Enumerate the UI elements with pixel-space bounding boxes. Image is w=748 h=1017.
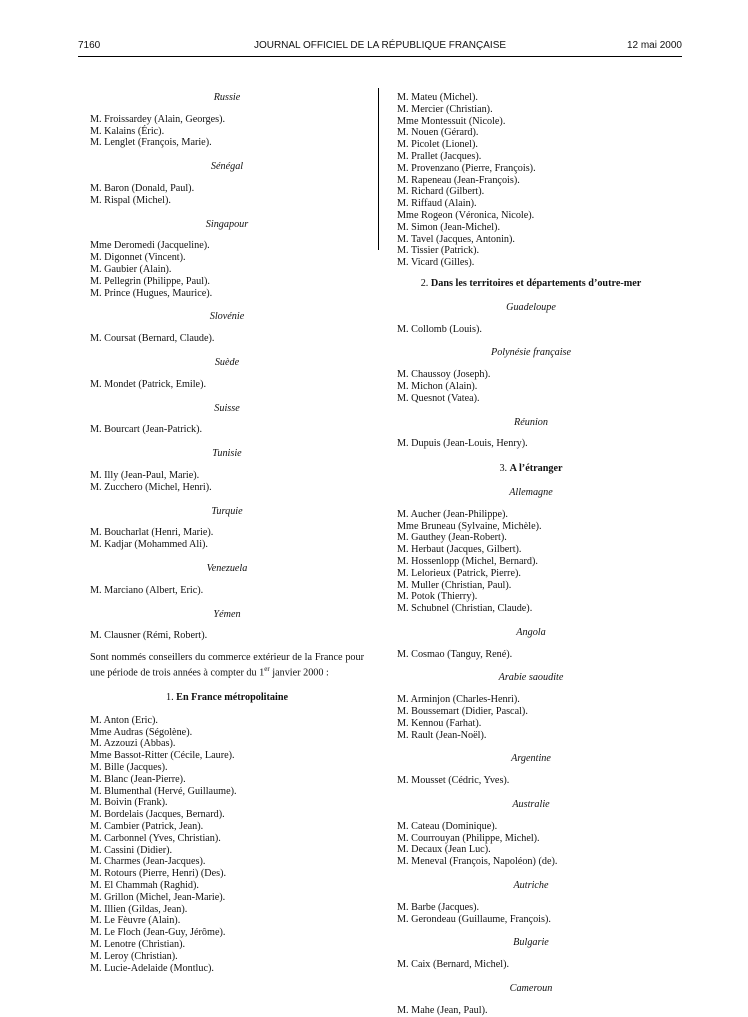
country-heading: Suisse	[214, 402, 240, 414]
name-entry: M. Illien (Gildas, Jean).	[90, 903, 188, 915]
issue-date: 12 mai 2000	[626, 40, 682, 51]
name-entry: M. Rispal (Michel).	[90, 194, 171, 206]
paragraph-text-end: janvier 2000 :	[269, 667, 329, 679]
name-entry: M. Rapeneau (Jean-François).	[397, 174, 520, 186]
name-entry: M. Richard (Gilbert).	[397, 186, 485, 198]
header-rule	[78, 56, 682, 57]
name-entry: M. Lelorieux (Patrick, Pierre).	[397, 567, 521, 579]
name-entry: M. Gauthey (Jean-Robert).	[397, 532, 507, 544]
country-heading: Yémen	[213, 608, 241, 620]
section-heading-3	[397, 463, 665, 475]
name-entry: M. Digonnet (Vincent).	[90, 252, 186, 264]
name-entry: M. Mondet (Patrick, Emile).	[90, 378, 207, 390]
name-list	[397, 649, 665, 661]
name-list	[397, 438, 665, 450]
name-list	[90, 183, 364, 207]
name-entry: M. Decaux (Jean Luc).	[397, 844, 491, 856]
country-heading: Autriche	[513, 880, 549, 892]
name-list	[90, 333, 364, 345]
section-number: 3.	[499, 463, 508, 475]
name-entry: M. Courrouyan (Philippe, Michel).	[397, 832, 540, 844]
name-entry: Mme Deromedi (Jacqueline).	[90, 240, 210, 252]
section-1-names	[90, 715, 364, 975]
name-entry: M. Blanc (Jean-Pierre).	[90, 773, 186, 785]
name-entry: M. Tavel (Jacques, Antonin).	[397, 233, 515, 245]
name-entry: M. Leroy (Christian).	[90, 950, 178, 962]
country-heading: Turquie	[211, 505, 243, 517]
name-list	[90, 379, 364, 391]
name-entry: M. Boussemart (Didier, Pascal).	[397, 706, 528, 718]
name-entry: M. Schubnel (Christian, Claude).	[397, 603, 533, 615]
country-heading: Sénégal	[210, 161, 244, 173]
name-entry: Mme Audras (Ségolène).	[90, 726, 193, 738]
name-entry: M. Cosmao (Tanguy, René).	[397, 648, 513, 660]
name-list	[397, 509, 665, 615]
name-entry: Mme Bassot-Ritter (Cécile, Laure).	[90, 750, 235, 762]
country-heading: Réunion	[514, 416, 548, 428]
country-heading: Venezuela	[206, 562, 248, 574]
name-list	[90, 240, 364, 299]
name-entry: M. Anton (Eric).	[90, 714, 158, 726]
name-entry: M. Le Floch (Jean-Guy, Jérôme).	[90, 927, 226, 939]
name-entry: M. Zucchero (Michel, Henri).	[90, 481, 212, 493]
name-entry: M. Mousset (Cédric, Yves).	[397, 775, 510, 787]
column-separator	[378, 88, 379, 250]
name-entry: M. Herbaut (Jacques, Gilbert).	[397, 544, 522, 556]
name-entry: M. Arminjon (Charles-Henri).	[397, 694, 520, 706]
name-entry: M. Kalains (Éric).	[90, 125, 165, 137]
paragraph-text: Sont nommés conseillers du commerce extérieur de la France pour une période de trois années à compter du 1	[90, 652, 364, 679]
name-entry: M. Grillon (Michel, Jean-Marie).	[90, 891, 226, 903]
right-column	[397, 92, 665, 1017]
section-heading-1	[90, 692, 364, 704]
name-entry: M. Mercier (Christian).	[397, 103, 493, 115]
name-entry: M. Kennou (Farhat).	[397, 717, 482, 729]
name-entry: M. Meneval (François, Napoléon) (de).	[397, 856, 558, 868]
country-heading: Singapour	[205, 218, 249, 230]
name-entry: M. Bille (Jacques).	[90, 762, 168, 774]
country-heading: Australie	[512, 799, 550, 811]
country-heading: Guadeloupe	[506, 301, 556, 313]
name-entry: M. Charmes (Jean-Jacques).	[90, 856, 206, 868]
appointment-paragraph	[90, 652, 364, 679]
name-entry: M. El Chammah (Raghid).	[90, 880, 199, 892]
name-entry: M. Carbonnel (Yves, Christian).	[90, 832, 221, 844]
name-entry: M. Simon (Jean-Michel).	[397, 221, 500, 233]
name-entry: M. Cassini (Didier).	[90, 844, 173, 856]
name-entry: M. Aucher (Jean-Philippe).	[397, 508, 508, 520]
page-number: 7160	[78, 40, 101, 51]
section-number: 2.	[420, 277, 429, 289]
country-heading: Allemagne	[509, 486, 553, 498]
name-entry: M. Baron (Donald, Paul).	[90, 182, 195, 194]
name-entry: M. Pellegrin (Philippe, Paul).	[90, 275, 210, 287]
name-entry: M. Mahe (Jean, Paul).	[397, 1004, 488, 1016]
name-entry: M. Potok (Thierry).	[397, 591, 478, 603]
name-entry: M. Boucharlat (Henri, Marie).	[90, 527, 214, 539]
name-entry: M. Prallet (Jacques).	[397, 150, 482, 162]
name-entry: M. Gerondeau (Guillaume, François).	[397, 913, 551, 925]
name-list	[397, 1005, 665, 1017]
name-list	[90, 585, 364, 597]
name-entry: M. Riffaud (Alain).	[397, 198, 477, 210]
name-entry: M. Hossenlopp (Michel, Bernard).	[397, 555, 538, 567]
name-entry: Mme Rogeon (Véronica, Nicole).	[397, 209, 535, 221]
name-entry: M. Picolet (Lionel).	[397, 139, 478, 151]
section-title: A l’étranger	[509, 463, 563, 475]
name-list	[90, 527, 364, 551]
name-entry: M. Froissardey (Alain, Georges).	[90, 113, 226, 125]
name-list	[90, 470, 364, 494]
country-heading: Bulgarie	[513, 937, 549, 949]
name-entry: M. Rault (Jean-Noël).	[397, 729, 487, 741]
country-heading: Suède	[214, 356, 240, 368]
country-heading: Russie	[213, 92, 241, 103]
section-3-groups	[397, 487, 665, 1017]
right-top-names	[397, 92, 665, 269]
left-country-groups	[90, 92, 364, 642]
name-entry: M. Quesnot (Vatea).	[397, 392, 480, 404]
paragraph-superscript: er	[264, 664, 270, 673]
name-entry: M. Tissier (Patrick).	[397, 245, 480, 257]
name-entry: M. Bordelais (Jacques, Bernard).	[90, 809, 225, 821]
name-entry: M. Lucie-Adelaide (Montluc).	[90, 962, 214, 974]
country-heading: Polynésie française	[490, 347, 572, 359]
country-heading: Tunisie	[212, 448, 242, 460]
name-list	[397, 902, 665, 926]
name-entry: M. Coursat (Bernard, Claude).	[90, 333, 215, 345]
country-heading: Cameroun	[509, 983, 553, 995]
name-list	[90, 630, 364, 642]
name-entry: M. Provenzano (Pierre, François).	[397, 162, 536, 174]
section-title: En France métropolitaine	[176, 692, 289, 704]
name-list	[90, 424, 364, 436]
name-entry: M. Cambier (Patrick, Jean).	[90, 821, 204, 833]
name-entry: M. Boivin (Frank).	[90, 797, 168, 809]
name-entry: Mme Bruneau (Sylvaine, Michèle).	[397, 520, 542, 532]
name-list	[397, 775, 665, 787]
name-entry: M. Bourcart (Jean-Patrick).	[90, 424, 203, 436]
name-entry: M. Chaussoy (Joseph).	[397, 369, 491, 381]
name-list	[397, 369, 665, 404]
name-list	[397, 324, 665, 336]
name-list	[397, 959, 665, 971]
name-entry: M. Rotours (Pierre, Henri) (Des).	[90, 868, 227, 880]
section-2-groups	[397, 302, 665, 450]
name-entry: M. Clausner (Rémi, Robert).	[90, 630, 208, 642]
name-entry: M. Lenglet (François, Marie).	[90, 137, 212, 149]
name-list	[397, 821, 665, 868]
name-entry: M. Le Fèuvre (Alain).	[90, 915, 181, 927]
page-header	[78, 40, 682, 54]
country-heading: Argentine	[511, 753, 551, 765]
name-entry: M. Mateu (Michel).	[397, 92, 478, 103]
left-column	[90, 92, 364, 974]
name-list	[90, 114, 364, 149]
section-title: Dans les territoires et départements d’outre-mer	[430, 277, 642, 289]
name-entry: M. Gaubier (Alain).	[90, 263, 172, 275]
name-entry: M. Muller (Christian, Paul).	[397, 579, 512, 591]
name-entry: M. Illy (Jean-Paul, Marie).	[90, 469, 200, 481]
name-entry: M. Dupuis (Jean-Louis, Henry).	[397, 438, 528, 450]
name-entry: M. Barbe (Jacques).	[397, 901, 480, 913]
name-entry: M. Cateau (Dominique).	[397, 820, 498, 832]
name-entry: M. Vicard (Gilles).	[397, 257, 475, 269]
name-entry: M. Kadjar (Mohammed Ali).	[90, 539, 208, 551]
country-heading: Angola	[516, 626, 546, 638]
name-entry: M. Collomb (Louis).	[397, 323, 482, 335]
name-entry: M. Marciano (Albert, Eric).	[90, 584, 204, 596]
name-entry: M. Blumenthal (Hervé, Guillaume).	[90, 785, 237, 797]
name-entry: M. Lenotre (Christian).	[90, 939, 186, 951]
name-entry: Mme Montessuit (Nicole).	[397, 115, 506, 127]
name-entry: M. Michon (Alain).	[397, 380, 478, 392]
section-heading-2	[397, 278, 665, 290]
country-heading: Arabie saoudite	[498, 672, 564, 684]
name-entry: M. Caix (Bernard, Michel).	[397, 959, 510, 971]
journal-title: JOURNAL OFFICIEL DE LA RÉPUBLIQUE FRANÇAISE	[253, 40, 507, 51]
name-entry: M. Nouen (Gérard).	[397, 127, 479, 139]
name-list	[397, 694, 665, 741]
name-entry: M. Azzouzi (Abbas).	[90, 738, 176, 750]
name-entry: M. Prince (Hugues, Maurice).	[90, 287, 213, 299]
country-heading: Slovénie	[209, 311, 245, 323]
section-number: 1.	[165, 692, 174, 704]
